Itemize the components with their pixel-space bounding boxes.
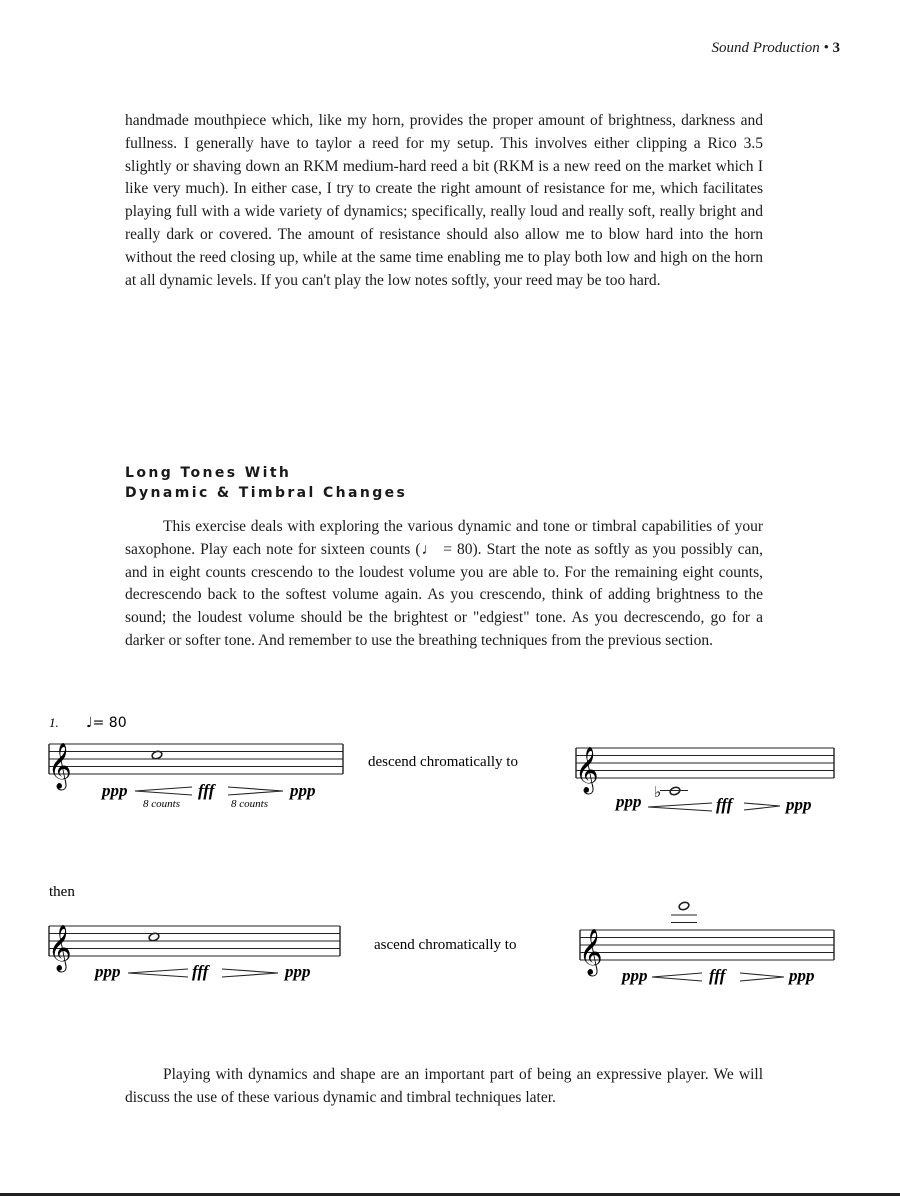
dynamic-fff-peak: fff xyxy=(192,962,209,981)
dynamic-ppp-start: ppp xyxy=(95,962,121,981)
running-title: Sound Production xyxy=(711,40,820,56)
dynamic-ppp-start: ppp xyxy=(616,792,642,811)
counts-label-2: 8 counts xyxy=(231,798,268,810)
dynamic-ppp-end: ppp xyxy=(290,781,316,800)
dynamic-fff-peak: fff xyxy=(716,795,733,814)
crescendo-hairpin xyxy=(128,969,188,977)
decrescendo-hairpin xyxy=(222,969,278,977)
treble-clef-icon: 𝄞 xyxy=(48,925,72,971)
closing-paragraph: Playing with dynamics and shape are an important part of being an expressive player. We will discuss the use of these various dynamic and timbral techniques later. xyxy=(125,1066,763,1106)
staff-3 xyxy=(48,925,340,981)
dynamic-ppp-start: ppp xyxy=(622,966,648,985)
dynamic-ppp-end: ppp xyxy=(285,962,311,981)
decrescendo-hairpin xyxy=(228,787,283,795)
crescendo-hairpin xyxy=(135,787,192,795)
staff-lines-1 xyxy=(49,744,343,774)
ascend-instruction: ascend chromatically to xyxy=(374,937,517,953)
crescendo-hairpin xyxy=(652,973,702,981)
exercise-number: 1. xyxy=(49,715,59,730)
staff-4 xyxy=(579,901,834,985)
header-separator: • xyxy=(823,40,829,56)
staff-1 xyxy=(48,715,343,810)
heading-line-1: Long Tones With xyxy=(125,465,292,481)
intro-paragraph: handmade mouthpiece which, like my horn, provides the proper amount of brightness, darkness and fullness. I generally have to taylor a reed for my setup. This involves either clipping a Rico 3.5 slightly or shaving down an RKM medium-hard reed a bit (RKM is a new reed on the market which I like very much). In either case, I try to create the right amount of resistance for me, which facilitates playing full with a wide variety of dynamics; specifically, really loud and really soft, really bright and really dark or covered. The amount of resistance should also allow me to blow hard into the horn without the reed closing up, while at the same time enabling me to play both low and high on the horn at all dynamic levels. If you can't play the low notes softly, your reed may be too hard. xyxy=(125,112,763,289)
decrescendo-hairpin xyxy=(744,803,780,810)
counts-label-1: 8 counts xyxy=(143,798,180,810)
whole-note xyxy=(678,901,690,911)
page-number: 3 xyxy=(832,40,840,56)
dynamic-fff-peak: fff xyxy=(709,966,726,985)
staff-lines-4 xyxy=(580,930,834,960)
staff-2 xyxy=(575,747,834,814)
treble-clef-icon: 𝄞 xyxy=(575,747,599,793)
section-heading xyxy=(125,463,407,503)
flat-icon: ♭ xyxy=(654,783,662,801)
descend-instruction: descend chromatically to xyxy=(368,754,518,770)
dynamic-fff-peak: fff xyxy=(198,781,215,800)
heading-line-2: Dynamic & Timbral Changes xyxy=(125,485,408,501)
decrescendo-hairpin xyxy=(740,973,784,981)
music-examples xyxy=(0,700,900,1020)
dynamic-ppp-start: ppp xyxy=(102,781,128,800)
treble-clef-icon: 𝄞 xyxy=(579,929,603,975)
treble-clef-icon: 𝄞 xyxy=(48,743,72,789)
staff-lines-3 xyxy=(49,926,340,956)
staff-lines-2 xyxy=(576,748,834,778)
crescendo-hairpin xyxy=(648,803,712,811)
tempo-marking: ♩= 80 xyxy=(86,715,127,731)
dynamic-ppp-end: ppp xyxy=(786,795,812,814)
ledger-lines xyxy=(671,915,697,923)
running-header xyxy=(712,40,840,57)
dynamic-ppp-end: ppp xyxy=(789,966,815,985)
then-label: then xyxy=(49,884,75,900)
exercise-paragraph: This exercise deals with exploring the various dynamic and tone or timbral capabilities of your saxophone. Play each note for sixteen counts (♩ = 80). Start the note as softly as you possibly can, and in eight counts crescendo to the loudest volume you are able to. For the remaining eight counts, decrescendo back to the softest volume again. As you crescendo, think of adding brightness to the sound; the loudest volume should be the brightest or "edgiest" tone. As you decrescendo, go for a darker or softer tone. And remember to use the breathing techniques from the previous section. xyxy=(125,518,763,649)
